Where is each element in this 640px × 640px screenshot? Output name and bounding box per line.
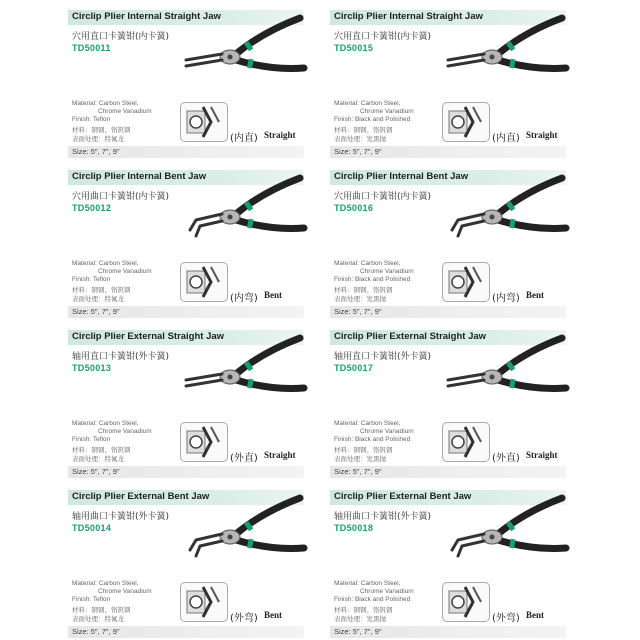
chinese-material: 材料：钢钢、铬钒钢 [334,446,393,454]
jaw-detail-image [180,262,228,302]
finish-label: Finish: Black and Polished [334,596,411,603]
plier-image [168,4,308,94]
jaw-type-english: Bent [264,290,282,300]
jaw-detail-icon [181,423,227,461]
product-title: Circlip Plier Internal Straight Jaw [334,11,483,22]
jaw-type-english: Straight [526,130,558,140]
material-line2: Chrome Vanadium [98,428,152,435]
upper-handle [236,178,300,214]
finish-label: Finish: Teflon [72,436,111,443]
jaw-detail-image [442,262,490,302]
product-code: TD50017 [334,363,374,373]
jaw-type-english: Bent [526,610,544,620]
size-bar [330,466,566,478]
size-bar [330,146,566,158]
chinese-finish: 表面处理：特氟龙 [72,615,124,623]
jaw-detail-icon [443,103,489,141]
plier-image [168,484,308,574]
lower-handle [498,60,566,69]
product-panel-td50013 [68,330,304,480]
material-line2: Chrome Vanadium [360,588,414,595]
product-chinese-name: 穴用曲口卡簧钳(内卡簧) [72,192,170,202]
material-line2: Chrome Vanadium [360,268,414,275]
material-line2: Chrome Vanadium [98,588,152,595]
size-bar [68,626,304,638]
upper-handle [498,338,562,374]
chinese-finish: 表面处理：特氟龙 [72,135,124,143]
lower-handle [236,540,304,549]
pivot-screw [228,55,233,60]
lower-jaw [448,60,484,66]
product-code: TD50016 [334,203,374,213]
product-code: TD50012 [72,203,112,213]
chinese-finish: 表面处理：特氟龙 [72,455,124,463]
jaw-detail-icon [443,423,489,461]
chinese-material: 材料：钢钢、铬钒钢 [72,126,131,134]
jaw-type-english: Straight [526,450,558,460]
product-panel-td50012 [68,170,304,320]
jaw-detail-icon [443,583,489,621]
upper-handle [236,18,300,54]
jaw-type-chinese: (外弯) [230,613,258,624]
plier-image [430,324,570,414]
plier-image [168,164,308,254]
plier-image [430,484,570,574]
chinese-finish: 表面处理：特氟龙 [72,295,124,303]
product-title: Circlip Plier Internal Straight Jaw [72,11,221,22]
finish-label: Finish: Black and Polished [334,276,411,283]
jaw-detail-image [180,102,228,142]
finish-label: Finish: Teflon [72,276,111,283]
jaw-detail-icon [181,583,227,621]
material-label: Material: Carbon Steel, [334,260,401,267]
lower-jaw [196,541,222,556]
size-label: Size: 5", 7", 9" [334,627,382,636]
finish-label: Finish: Black and Polished [334,436,411,443]
size-label: Size: 5", 7", 9" [334,307,382,316]
material-label: Material: Carbon Steel, [334,100,401,107]
product-code: TD50014 [72,523,112,533]
size-bar [330,306,566,318]
product-chinese-name: 轴用直口卡簧钳(外卡簧) [72,352,170,362]
upper-handle [498,498,562,534]
lower-handle [498,380,566,389]
material-label: Material: Carbon Steel, [334,420,401,427]
plier-image [430,4,570,94]
lower-handle [236,220,304,229]
upper-jaw [186,374,222,380]
size-label: Size: 5", 7", 9" [72,147,120,156]
chinese-finish: 表面处理：发黑抛 [334,455,386,463]
product-panel-td50016 [330,170,566,320]
jaw-type-english: Bent [526,290,544,300]
jaw-detail-image [442,422,490,462]
size-bar [330,626,566,638]
product-code: TD50018 [334,523,374,533]
size-label: Size: 5", 7", 9" [72,307,120,316]
jaw-detail-image [180,582,228,622]
product-panel-td50018 [330,490,566,640]
jaw-type-chinese: (外弯) [492,613,520,624]
chinese-finish: 表面处理：发黑抛 [334,615,386,623]
upper-jaw [448,374,484,380]
jaw-type-chinese: (外直) [492,453,520,464]
lower-handle [498,540,566,549]
upper-handle [498,18,562,54]
chinese-finish: 表面处理：发黑抛 [334,295,386,303]
product-code: TD50011 [72,43,111,53]
product-chinese-name: 穴用直口卡簧钳(内卡簧) [334,32,432,42]
product-panel-td50014 [68,490,304,640]
material-label: Material: Carbon Steel, [72,100,139,107]
finish-label: Finish: Black and Polished [334,116,411,123]
pivot-screw [228,375,233,380]
pivot-screw [490,215,495,220]
product-panel-td50015 [330,10,566,160]
product-code: TD50013 [72,363,112,373]
chinese-material: 材料：钢钢、铬钒钢 [72,446,131,454]
material-line2: Chrome Vanadium [360,428,414,435]
pivot-screw [228,215,233,220]
chinese-material: 材料：钢钢、铬钒钢 [334,606,393,614]
product-chinese-name: 轴用曲口卡簧钳(外卡簧) [72,512,170,522]
product-title: Circlip Plier Internal Bent Jaw [334,171,469,182]
product-title: Circlip Plier External Straight Jaw [334,331,487,342]
jaw-type-chinese: (内弯) [230,293,258,304]
size-bar [68,306,304,318]
size-label: Size: 5", 7", 9" [334,467,382,476]
size-bar [68,146,304,158]
product-title: Circlip Plier External Bent Jaw [72,491,210,502]
material-line2: Chrome Vanadium [98,268,152,275]
jaw-type-english: Bent [264,610,282,620]
jaw-detail-icon [443,263,489,301]
upper-jaw [186,54,222,60]
product-chinese-name: 穴用直口卡簧钳(内卡簧) [72,32,170,42]
upper-jaw [448,54,484,60]
lower-jaw [458,541,484,556]
chinese-material: 材料：钢钢、铬钒钢 [72,286,131,294]
jaw-type-english: Straight [264,130,296,140]
lower-handle [236,60,304,69]
lower-jaw [186,380,222,386]
product-chinese-name: 轴用直口卡簧钳(外卡簧) [334,352,432,362]
product-code: TD50015 [334,43,374,53]
upper-handle [498,178,562,214]
pivot-screw [490,375,495,380]
product-panel-td50017 [330,330,566,480]
product-title: Circlip Plier Internal Bent Jaw [72,171,207,182]
plier-image [430,164,570,254]
lower-handle [498,220,566,229]
jaw-detail-icon [181,103,227,141]
plier-image [168,324,308,414]
material-label: Material: Carbon Steel, [334,580,401,587]
pivot-screw [228,535,233,540]
size-label: Size: 5", 7", 9" [334,147,382,156]
jaw-detail-image [442,102,490,142]
upper-handle [236,338,300,374]
chinese-material: 材料：钢钢、铬钒钢 [334,286,393,294]
chinese-material: 材料：钢钢、铬钒钢 [334,126,393,134]
size-label: Size: 5", 7", 9" [72,627,120,636]
lower-jaw [186,60,222,66]
finish-label: Finish: Teflon [72,116,111,123]
size-label: Size: 5", 7", 9" [72,467,120,476]
jaw-type-chinese: (内弯) [492,293,520,304]
lower-handle [236,380,304,389]
jaw-detail-icon [181,263,227,301]
product-title: Circlip Plier External Bent Jaw [334,491,472,502]
finish-label: Finish: Teflon [72,596,111,603]
size-bar [68,466,304,478]
product-panel-td50011 [68,10,304,160]
material-label: Material: Carbon Steel, [72,260,139,267]
material-label: Material: Carbon Steel, [72,580,139,587]
jaw-type-english: Straight [264,450,296,460]
jaw-type-chinese: (内直) [230,133,258,144]
chinese-finish: 表面处理：发黑抛 [334,135,386,143]
upper-handle [236,498,300,534]
lower-jaw [458,221,484,236]
product-title: Circlip Plier External Straight Jaw [72,331,225,342]
jaw-detail-image [442,582,490,622]
material-label: Material: Carbon Steel, [72,420,139,427]
product-chinese-name: 轴用曲口卡簧钳(外卡簧) [334,512,432,522]
lower-jaw [448,380,484,386]
lower-jaw [196,221,222,236]
pivot-screw [490,55,495,60]
material-line2: Chrome Vanadium [98,108,152,115]
pivot-screw [490,535,495,540]
jaw-type-chinese: (内直) [492,133,520,144]
jaw-type-chinese: (外直) [230,453,258,464]
material-line2: Chrome Vanadium [360,108,414,115]
product-chinese-name: 穴用曲口卡簧钳(内卡簧) [334,192,432,202]
jaw-detail-image [180,422,228,462]
chinese-material: 材料：钢钢、铬钒钢 [72,606,131,614]
